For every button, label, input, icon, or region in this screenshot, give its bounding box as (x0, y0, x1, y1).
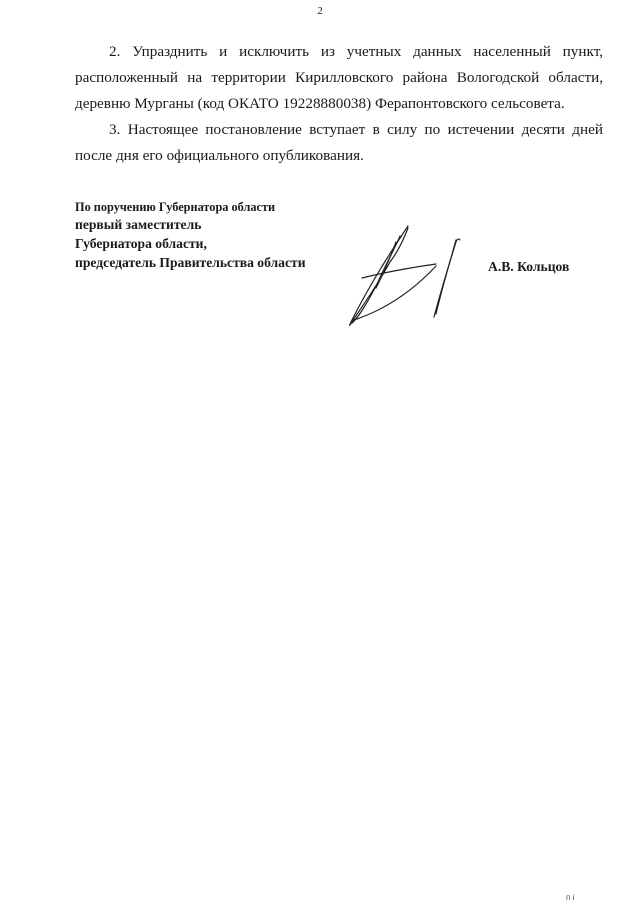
signer-title-line-2: Губернатора области, (75, 236, 207, 251)
paragraph-3 (75, 117, 603, 169)
signer-title-line-3: председатель Правительства области (75, 255, 306, 270)
handwritten-signature (338, 222, 468, 328)
signature-block (75, 199, 306, 272)
paragraph-text: 3. Настоящее постановление вступает в силу по истечении десяти дней после дня его официального опубликования. (75, 121, 603, 164)
page-number: 2 (317, 5, 323, 17)
authority-line: По поручению Губернатора области (75, 200, 276, 214)
signer-name: А.В. Кольцов (488, 259, 570, 274)
paragraph-text: 2. Упразднить и исключить из учетных данных населенный пункт, расположенный на территории Кирилловского района Вологодской области, деревню Мурганы (код ОКАТО 19228880038) Ферапонтовского сельсовета. (75, 43, 603, 112)
signer-title-line-1: первый заместитель (75, 217, 202, 232)
paragraph-2 (75, 39, 603, 117)
footer-mark: п і (566, 893, 575, 902)
